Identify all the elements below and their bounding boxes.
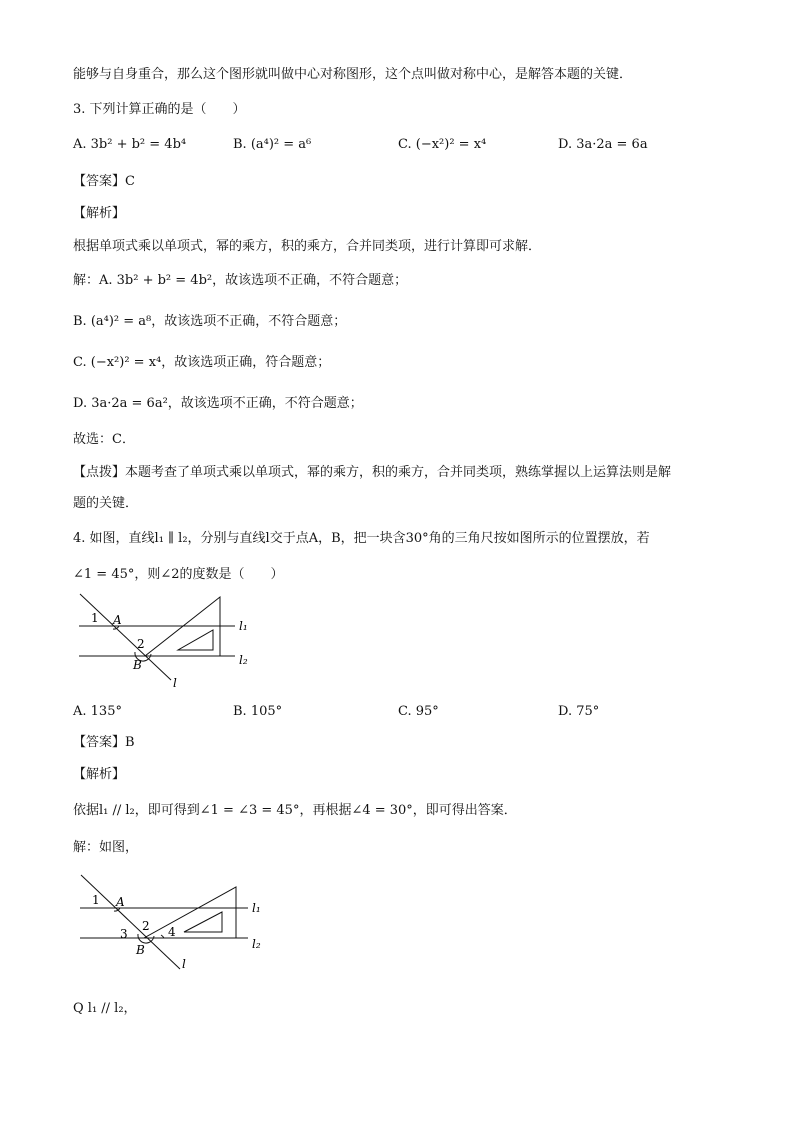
line-l1-label: l₁ <box>239 619 248 633</box>
line-l <box>81 875 180 969</box>
q4-answer: 【答案】B <box>73 735 135 750</box>
q3-analysis-heading: 【解析】 <box>73 206 126 221</box>
text-line: 根据单项式乘以单项式，幂的乘方，积的乘方，合并同类项，进行计算即可求解． <box>73 239 542 254</box>
line-l1-label: l₁ <box>252 901 261 915</box>
q4-analysis-heading: 【解析】 <box>73 767 126 782</box>
text-line: D. 3a·2a = 6a²，故该选项不正确，不符合题意； <box>73 396 363 411</box>
text-line: B. (a⁴)² = a⁸，故该选项不正确，不符合题意； <box>73 314 347 329</box>
question-4-stem: 4. 如图，直线l₁ ∥ l₂，分别与直线l交于点A，B，把一块含30°角的三角尺按如图所示的位置摆放，若 <box>73 531 650 546</box>
q3-option-c: C. (−x²)² = x⁴ <box>398 137 487 152</box>
figure-parallel-lines-annotated <box>76 872 276 976</box>
q3-answer: 【答案】C <box>73 174 135 189</box>
angle-2-label: 2 <box>142 919 150 933</box>
angle-4-label: 4 <box>168 925 176 939</box>
line-l-label: l <box>182 957 186 971</box>
text-line: 能够与自身重合，那么这个图形就叫做中心对称图形，这个点叫做对称中心，是解答本题的关键． <box>73 67 633 82</box>
text-line: ∠1 = 45°，则∠2的度数是（ ） <box>73 567 284 582</box>
text-line: 【点拨】本题考查了单项式乘以单项式，幂的乘方，积的乘方，合并同类项，熟练掌握以上运算法则是解 <box>73 465 672 480</box>
text-line: Q l₁ // l₂， <box>73 1001 137 1016</box>
text-line: 故选：C． <box>73 432 135 447</box>
q3-option-b: B. (a⁴)² = a⁶ <box>233 137 312 152</box>
angle-3-label: 3 <box>120 927 128 941</box>
figure-parallel-lines <box>75 592 255 694</box>
point-b-label: B <box>133 658 142 672</box>
point-a-label: A <box>113 613 122 627</box>
q4-option-d: D. 75° <box>558 704 600 719</box>
line-l <box>80 594 171 680</box>
point-a-label: A <box>116 895 125 909</box>
triangle-ruler-inner <box>184 912 222 932</box>
point-b-label: B <box>136 943 145 957</box>
angle-2-label: 2 <box>137 637 145 651</box>
line-l-label: l <box>173 676 177 690</box>
q4-option-c: C. 95° <box>398 704 439 719</box>
question-3-stem: 3. 下列计算正确的是（ ） <box>73 102 246 117</box>
line-l2-label: l₂ <box>239 653 248 667</box>
q3-option-a: A. 3b² + b² = 4b⁴ <box>73 137 187 152</box>
angle-1-label: 1 <box>92 893 100 907</box>
line-l2-label: l₂ <box>252 937 261 951</box>
q4-option-b: B. 105° <box>233 704 283 719</box>
text-line: 解：如图， <box>73 840 139 855</box>
text-line: 题的关键． <box>73 496 139 511</box>
q4-option-a: A. 135° <box>73 704 122 719</box>
text-line: C. (−x²)² = x⁴，故该选项正确，符合题意； <box>73 355 331 370</box>
text-line: 依据l₁ // l₂，即可得到∠1 = ∠3 = 45°，再根据∠4 = 30°，即可得出答案． <box>73 803 517 818</box>
q3-option-d: D. 3a·2a = 6a <box>558 137 648 152</box>
angle-1-label: 1 <box>91 611 99 625</box>
text-line: 解：A. 3b² + b² = 4b²，故该选项不正确，不符合题意； <box>73 273 408 288</box>
triangle-ruler-inner <box>178 630 213 650</box>
